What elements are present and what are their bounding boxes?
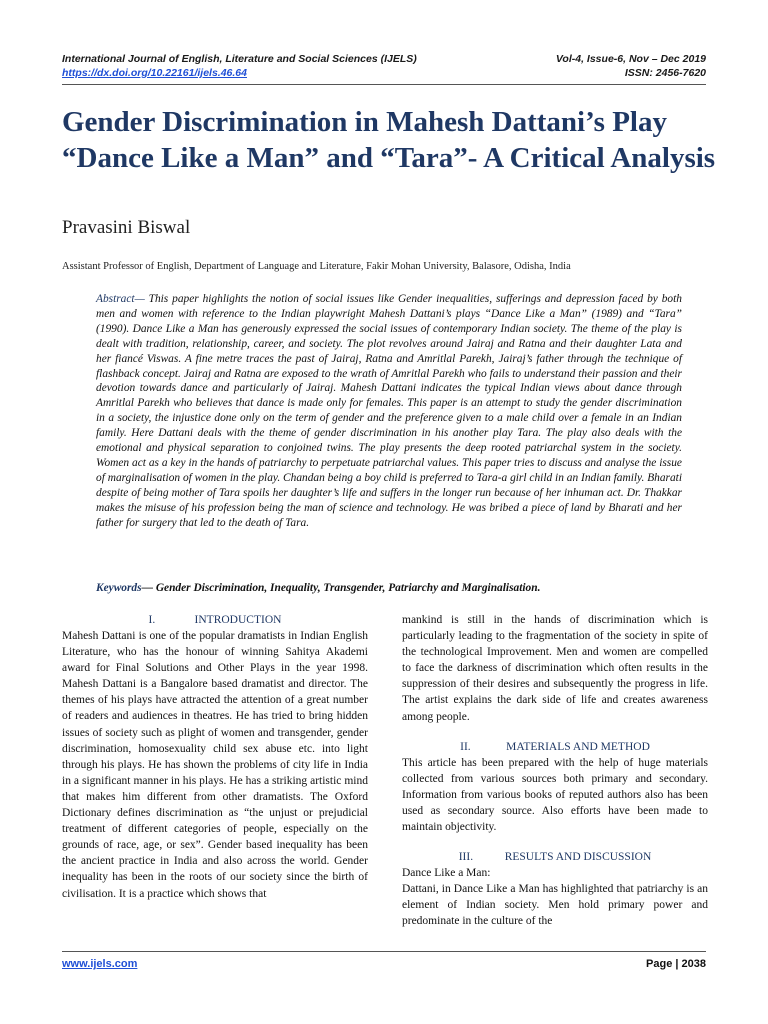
left-column [62,612,368,902]
paper-title: Gender Discrimination in Mahesh Dattani’s Play “Dance Like a Man” and “Tara”- A Critical Analysis [62,106,716,174]
introduction-paragraph: Mahesh Dattani is one of the popular dramatists in Indian English Literature, who has the honour of winning Sahitya Akademi award for Final Solutions and Other Plays in the year 1998. Mahesh Dattani is a Bangalore based dramatist and director. The themes of his plays have attracted the attention of a great number of readers and audiences in theatres. He has tried to bring hidden issues of society such as plight of women and transgender, gender discrimination, homosexuality child sex abuse etc. into light through his plays. He has shown the problems of city life in India in a significant manner in his plays. He has a striking artistic mind that makes him different from other dramatists. The Oxford Dictionary defines discrimination as “the unjust or prejudicial treatment of different categories of people, especially on the grounds of race, age, or sex”. Gender based inequality has been the ancient practice in India and also across the world. Gender inequality has been in the roots of our society since the birth of civilisation. It is a practice which shows that [62,630,368,900]
journal-name: International Journal of English, Literature and Social Sciences (IJELS) [62,53,417,65]
author-affiliation: Assistant Professor of English, Department of Language and Literature, Fakir Mohan University, Balasore, Odisha, India [62,261,571,272]
section-number: III. [458,851,474,864]
keywords-label: Keywords [96,582,142,594]
doi-link[interactable]: https://dx.doi.org/10.22161/ijels.46.64 [62,67,247,79]
results-paragraph: Dattani, in Dance Like a Man has highlighted that patriarchy is an element of Indian society. Men hold primary power and predominate in the culture of the [402,883,708,928]
keywords [96,581,696,596]
section-heading-materials [402,739,708,755]
footer-rule [62,951,706,952]
section-heading-results [402,849,708,865]
abstract [96,292,682,531]
section-number: I. [148,614,156,626]
running-header [62,52,706,80]
keywords-text: — Gender Discrimination, Inequality, Transgender, Patriarchy and Marginalisation. [141,582,541,594]
section-title: RESULTS AND DISCUSSION [504,851,652,864]
section-heading-introduction [62,612,368,628]
abstract-label: Abstract— [96,293,145,305]
right-column [402,612,708,930]
page-number: Page | 2038 [646,958,706,970]
author-name: Pravasini Biswal [62,217,191,238]
issn: ISSN: 2456-7620 [624,67,706,79]
introduction-continued: mankind is still in the hands of discrimination which is particularly leading to the fragmentation of the society in spite of the technological Improvement. Men and women are compelled to face the darkness of discrimination which often results in the suppression of their desires and subsequently the progress in life. The artist explains the dark side of life and creates awareness among people. [402,614,708,723]
header-rule [62,84,706,85]
results-subheading: Dance Like a Man: [402,867,491,880]
section-number: II. [460,740,471,753]
materials-paragraph: This article has been prepared with the help of huge materials collected from various sources both primary and secondary. Information from various books of reputed authors also has been used as secondary source. Also efforts have been made to maintain objectivity. [402,756,708,834]
issue-info: Vol-4, Issue-6, Nov – Dec 2019 [555,53,706,65]
section-title: INTRODUCTION [194,614,282,626]
section-title: MATERIALS AND METHOD [506,740,650,753]
abstract-text: This paper highlights the notion of social issues like Gender inequalities, sufferings and depression faced by both men and women with reference to the Indian playwright Mahesh Dattani’s plays “Dance Like a Man” (1989) and “Tara” (1990). Dance Like a Man has generously expressed the social issues of contemporary Indian society. The theme of the play is dealt with tradition, relationship, career, and society. The plot revolves around Jairaj and Ratna and their daughter Lata and her fiancé Viswas. A fine metre traces the past of Jairaj, Ratna and Amritlal Parekh, Jairaj’s father through the technique of flashback concept. Jairaj and Ratna are exposed to the wrath of Amritlal Parekh who fails to understand their passion and their devotion towards dance and particularly of Jairaj. Mahesh Dattani indicates the typical Indian views about dance through Amritlal Parekh who believes that dance is made only for females. This paper is an attempt to study the gender discrimination in a society, the injustice done only on the term of gender and the preference given to a male child over a female in an Indian family. Here Dattani deals with the theme of gender discrimination in his another play Tara. The play also deals with the emotional and physical separation to conjoined twins. The play presents the deep rooted patriarchal system in the society. Women act as a key in the hands of patriarchy to perpetuate patriarchal values. This paper tries to discuss and analyse the issue of marginalisation of women in the play. Chandan being a boy child is preferred to Tara-a girl child in an Indian family. Bharati despite of being mother of Tara spoils her daughter’s life and suffers in the longer run because of her inhuman act. Dr. Thakkar makes the misuse of his profession being the man of science and technology. He was bribed a piece of land by Bharati and her father for surgery that led to the death of Tara. [96,293,682,529]
page-footer [62,958,706,970]
website-link[interactable]: www.ijels.com [62,958,138,970]
